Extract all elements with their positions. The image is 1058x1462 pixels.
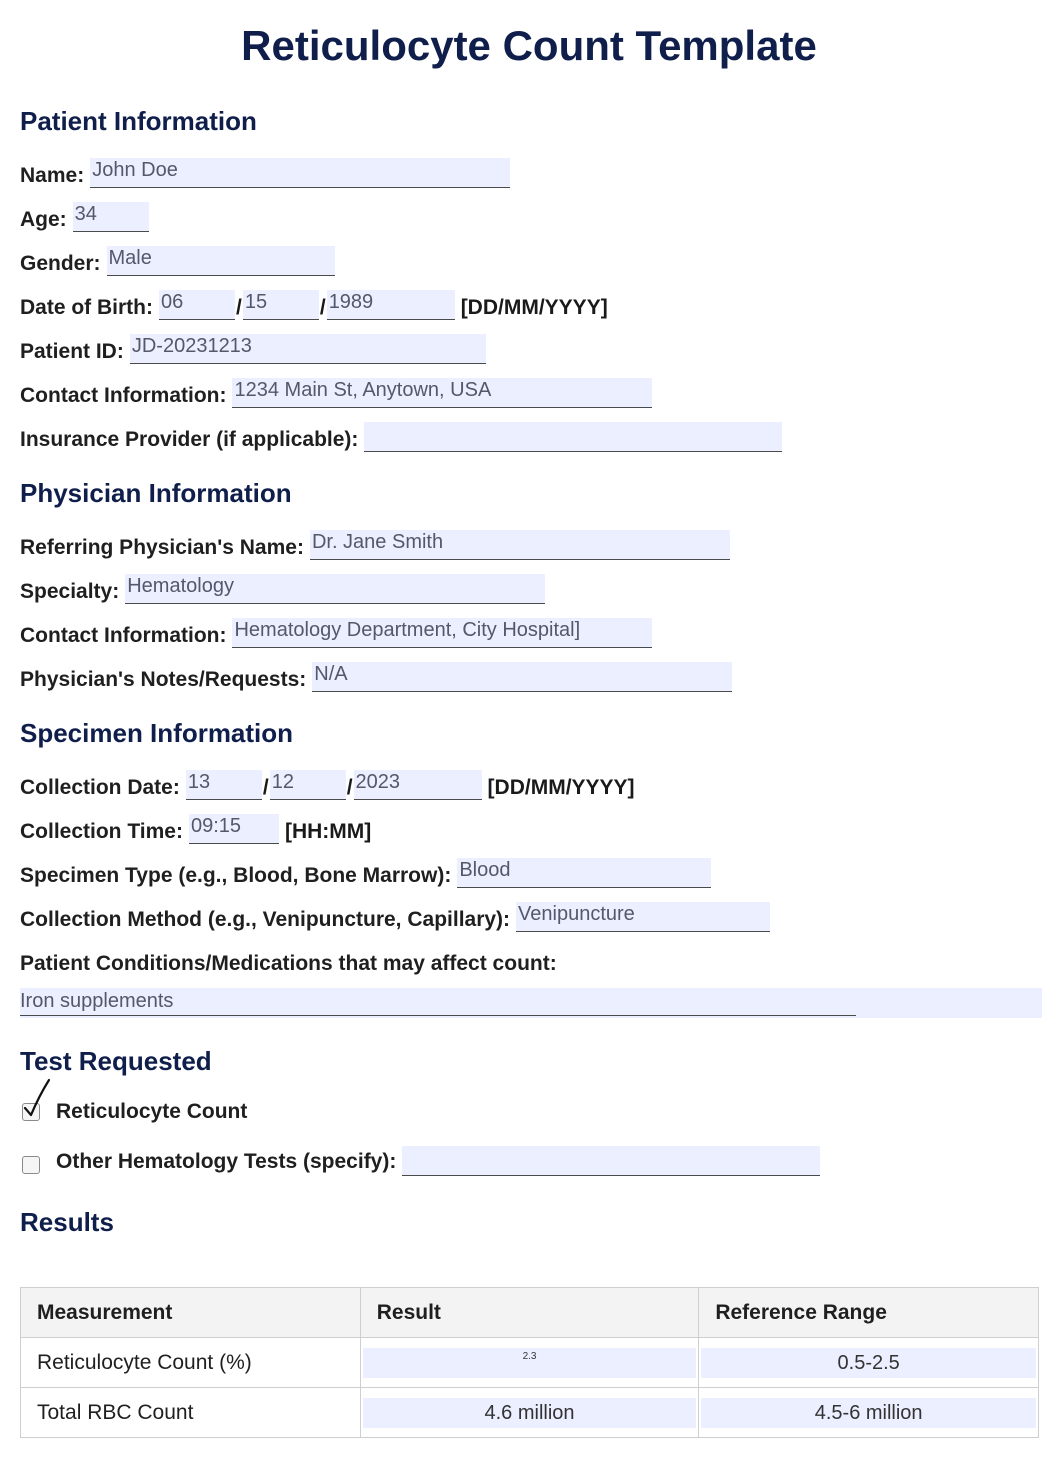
table-row bbox=[21, 1388, 1039, 1438]
collection-date-row bbox=[20, 766, 635, 800]
age-field[interactable]: 34 bbox=[73, 202, 149, 232]
date-separator: / bbox=[236, 296, 242, 319]
patient-id-label: Patient ID: bbox=[20, 340, 124, 363]
result-field[interactable] bbox=[363, 1348, 697, 1378]
page-title: Reticulocyte Count Template bbox=[241, 22, 817, 69]
physician-notes-row bbox=[20, 658, 732, 692]
measurement-cell: Total RBC Count bbox=[21, 1388, 361, 1438]
collection-month-field[interactable]: 12 bbox=[270, 770, 346, 800]
dob-month-field[interactable]: 15 bbox=[243, 290, 319, 320]
patient-contact-field[interactable]: 1234 Main St, Anytown, USA bbox=[232, 378, 652, 408]
date-separator: / bbox=[319, 296, 326, 319]
physician-contact-field[interactable]: Hematology Department, City Hospital] bbox=[232, 618, 652, 648]
collection-method-field[interactable]: Venipuncture bbox=[516, 902, 770, 932]
patient-information-heading: Patient Information bbox=[20, 106, 257, 136]
age-row bbox=[20, 198, 149, 232]
collection-method-row bbox=[20, 898, 770, 932]
results-header-row bbox=[21, 1288, 1039, 1338]
conditions-field-value: Iron supplements bbox=[20, 990, 174, 1012]
patient-name-label: Name: bbox=[20, 164, 85, 187]
reticulocyte-count-option bbox=[22, 1100, 253, 1124]
age-label: Age: bbox=[20, 208, 67, 231]
physician-name-label: Referring Physician's Name: bbox=[20, 536, 304, 559]
reference-range-field[interactable]: 0.5-2.5 bbox=[701, 1348, 1036, 1378]
other-tests-label: Other Hematology Tests (specify): bbox=[56, 1150, 397, 1173]
results-table bbox=[20, 1287, 1039, 1438]
dob-day-field[interactable]: 06 bbox=[159, 290, 235, 320]
conditions-field-underline bbox=[20, 1015, 856, 1016]
gender-row bbox=[20, 242, 335, 276]
reference-range-column-header: Reference Range bbox=[699, 1288, 1039, 1338]
result-value: 2.3 bbox=[522, 1350, 537, 1362]
collection-year-field[interactable]: 2023 bbox=[354, 770, 482, 800]
specimen-type-label: Specimen Type (e.g., Blood, Bone Marrow): bbox=[20, 864, 452, 887]
physician-contact-label: Contact Information: bbox=[20, 624, 227, 647]
date-separator: / bbox=[346, 776, 353, 799]
collection-time-label: Collection Time: bbox=[20, 820, 183, 843]
insurance-row bbox=[20, 418, 782, 452]
measurement-cell: Reticulocyte Count (%) bbox=[21, 1338, 361, 1388]
collection-day-field[interactable]: 13 bbox=[186, 770, 262, 800]
conditions-label: Patient Conditions/Medications that may affect count: bbox=[20, 952, 557, 975]
gender-field[interactable]: Male bbox=[107, 246, 335, 276]
result-cell bbox=[360, 1338, 699, 1388]
gender-label: Gender: bbox=[20, 252, 101, 275]
physician-contact-row bbox=[20, 614, 652, 648]
collection-method-label: Collection Method (e.g., Venipuncture, Capillary): bbox=[20, 908, 511, 931]
patient-id-field[interactable]: JD-20231213 bbox=[130, 334, 486, 364]
specialty-label: Specialty: bbox=[20, 580, 120, 603]
patient-contact-label: Contact Information: bbox=[20, 384, 227, 407]
results-heading: Results bbox=[20, 1207, 114, 1237]
dob-format-hint: [DD/MM/YYYY] bbox=[460, 296, 608, 319]
physician-name-field[interactable]: Dr. Jane Smith bbox=[310, 530, 730, 560]
collection-date-format-hint: [DD/MM/YYYY] bbox=[487, 776, 635, 799]
patient-name-field[interactable]: John Doe bbox=[90, 158, 510, 188]
physician-notes-field[interactable]: N/A bbox=[312, 662, 732, 692]
result-column-header: Result bbox=[360, 1288, 699, 1338]
specimen-information-heading: Specimen Information bbox=[20, 718, 294, 748]
reticulocyte-count-label: Reticulocyte Count bbox=[56, 1100, 248, 1123]
insurance-field[interactable] bbox=[364, 422, 782, 452]
handwritten-check-icon bbox=[19, 1078, 59, 1122]
collection-date-label: Collection Date: bbox=[20, 776, 180, 799]
specimen-type-row bbox=[20, 854, 711, 888]
table-row bbox=[21, 1338, 1039, 1388]
other-tests-checkbox[interactable] bbox=[22, 1156, 40, 1174]
insurance-label: Insurance Provider (if applicable): bbox=[20, 428, 359, 451]
conditions-row bbox=[20, 942, 563, 976]
date-separator: / bbox=[262, 776, 269, 799]
dob-row bbox=[20, 286, 608, 320]
collection-time-row bbox=[20, 810, 371, 844]
reference-range-cell bbox=[699, 1338, 1039, 1388]
specimen-type-field[interactable]: Blood bbox=[457, 858, 711, 888]
dob-year-field[interactable]: 1989 bbox=[327, 290, 455, 320]
reference-range-field[interactable]: 4.5-6 million bbox=[701, 1398, 1036, 1428]
dob-label: Date of Birth: bbox=[20, 296, 153, 319]
test-requested-heading: Test Requested bbox=[20, 1046, 212, 1076]
physician-name-row bbox=[20, 526, 730, 560]
physician-information-heading: Physician Information bbox=[20, 478, 292, 508]
collection-time-field[interactable]: 09:15 bbox=[189, 814, 279, 844]
reticulocyte-count-checkbox[interactable] bbox=[22, 1103, 40, 1121]
patient-id-row bbox=[20, 330, 486, 364]
time-format-hint: [HH:MM] bbox=[284, 820, 372, 843]
specialty-field[interactable]: Hematology bbox=[125, 574, 545, 604]
specialty-row bbox=[20, 570, 545, 604]
measurement-column-header: Measurement bbox=[21, 1288, 361, 1338]
physician-notes-label: Physician's Notes/Requests: bbox=[20, 668, 307, 691]
patient-name-row bbox=[20, 154, 510, 188]
other-tests-field[interactable] bbox=[402, 1146, 820, 1176]
reference-range-cell bbox=[699, 1388, 1039, 1438]
result-field[interactable]: 4.6 million bbox=[363, 1398, 697, 1428]
patient-contact-row bbox=[20, 374, 652, 408]
result-cell bbox=[360, 1388, 699, 1438]
other-tests-option bbox=[22, 1144, 820, 1176]
